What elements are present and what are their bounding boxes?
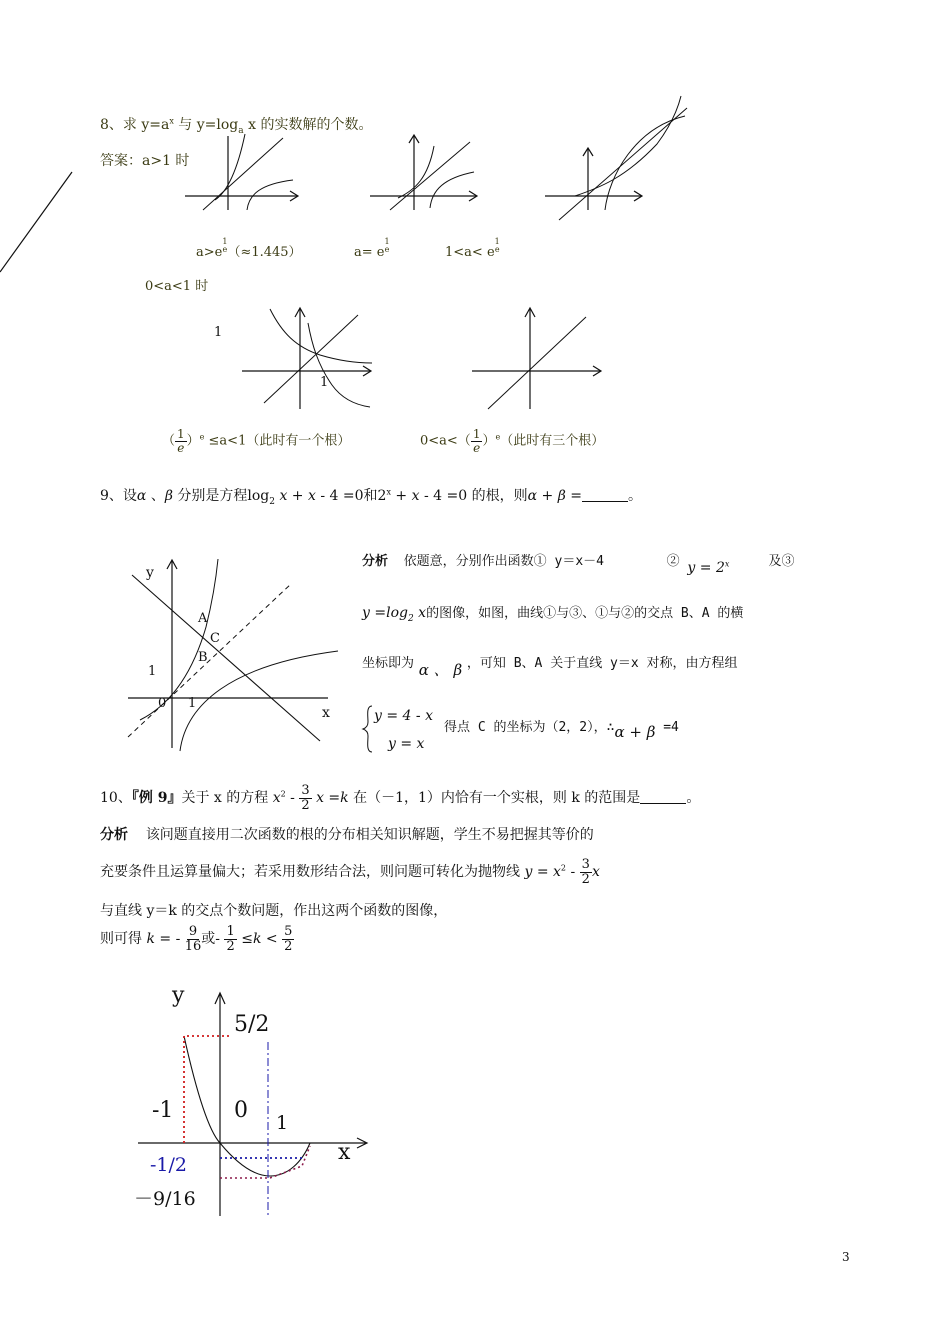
- q8-graph-5: [470, 305, 620, 415]
- q10-label-5-2: 5/2: [234, 1012, 270, 1037]
- q8-caption-2: a= e1 e: [354, 237, 390, 260]
- q9-origin: 0: [158, 696, 167, 711]
- q9-system-eq2: y = x: [388, 736, 425, 752]
- q8-caption-3: 1<a< e1 e: [445, 237, 500, 260]
- q10-graph-x-label: x: [338, 1140, 351, 1165]
- q8-graph-2: [370, 132, 500, 212]
- q8-graph4-label-y: 1: [214, 325, 223, 340]
- q10-analysis-line2: 充要条件且运算量偏大；若采用数形结合法，则问题可转化为抛物线 $y = x^2$ - $\frac{3}{2}$ x: [100, 857, 600, 887]
- q8-caption-4: （ $\frac{1}{e}$ ）$^e$ ≤a<1（此时有一个根）: [162, 427, 351, 455]
- q8-graph4-label-x: 1: [320, 375, 329, 390]
- q10-title: 10、『例 9』关于 x 的方程 $x^2$ - $\frac{3}{2}$ x =k 在（－1，1）内恰有一个实根，则 k 的范围是 。: [100, 783, 701, 813]
- q9-analysis-line2: $y =\log_2$ x的图像，如图，曲线①与③、①与②的交点 B、A 的横: [362, 605, 744, 624]
- q9-point-a: A: [198, 611, 208, 626]
- q8-graph-1: [185, 132, 315, 212]
- q10-analysis-line4: 则可得 k = - $\frac{9}{16}$ 或- $\frac{1}{2}$ ≤k < $\frac{5}{2}$: [100, 924, 293, 954]
- q8-graph-3: [545, 92, 705, 222]
- q8-title: 8、求 $y=a^x$ 与 $y=\log_a$ x 的实数解的个数。: [100, 116, 373, 136]
- q10-label-minus1: -1: [152, 1098, 174, 1123]
- q9-title: 9、设α 、β 分别是方程$\log_2 x + x - 4 =0$和$2^x + x - 4 =0$ 的根，则α + β = 。: [100, 487, 642, 507]
- q9-system-eq1: y = 4 - x: [374, 708, 433, 724]
- margin-stroke: [0, 170, 80, 290]
- q9-graph-y-label: y: [146, 565, 154, 581]
- q10-label-minus-9-16: －9/16: [134, 1188, 196, 1210]
- q9-analysis-line1: 分析 依题意，分别作出函数① y＝x－4 ② $y = 2^x$ 及③: [362, 554, 795, 576]
- q8-case-label: 0<a<1 时: [145, 279, 209, 294]
- q10-analysis-line3: 与直线 y＝k 的交点个数问题，作出这两个函数的图像，: [100, 903, 448, 919]
- q8-caption-5: 0<a<（ $\frac{1}{e}$ ）$^e$（此时有三个根）: [420, 427, 605, 455]
- q8-graph-4: [240, 305, 390, 415]
- q9-graph: [120, 555, 360, 755]
- q8-caption-1: a>e1 e（≈1.445）: [196, 237, 302, 260]
- q10-graph-y-label: y: [172, 983, 185, 1008]
- q9-tick-1y: 1: [148, 664, 157, 679]
- q9-point-b: B: [198, 650, 208, 665]
- page-number: 3: [842, 1250, 850, 1264]
- q9-tick-1x: 1: [188, 696, 197, 711]
- q9-analysis-line3: 坐标即为 α 、 β ，可知 B、A 关于直线 y＝x 对称，由方程组: [362, 656, 738, 679]
- q10-analysis-line1: 分析 该问题直接用二次函数的根的分布相关知识解题，学生不易把握其等价的: [100, 827, 594, 843]
- q9-analysis-line4: 得点 C 的坐标为（2，2），∴α + β =4: [444, 720, 679, 741]
- q10-origin: 0: [234, 1098, 248, 1123]
- q9-point-c: C: [210, 631, 220, 646]
- q9-graph-x-label: x: [322, 705, 330, 721]
- q10-label-1: 1: [276, 1112, 289, 1134]
- q8-answer-label: 答案：a>1 时: [100, 153, 190, 169]
- q10-label-minus-half: -1/2: [150, 1154, 187, 1176]
